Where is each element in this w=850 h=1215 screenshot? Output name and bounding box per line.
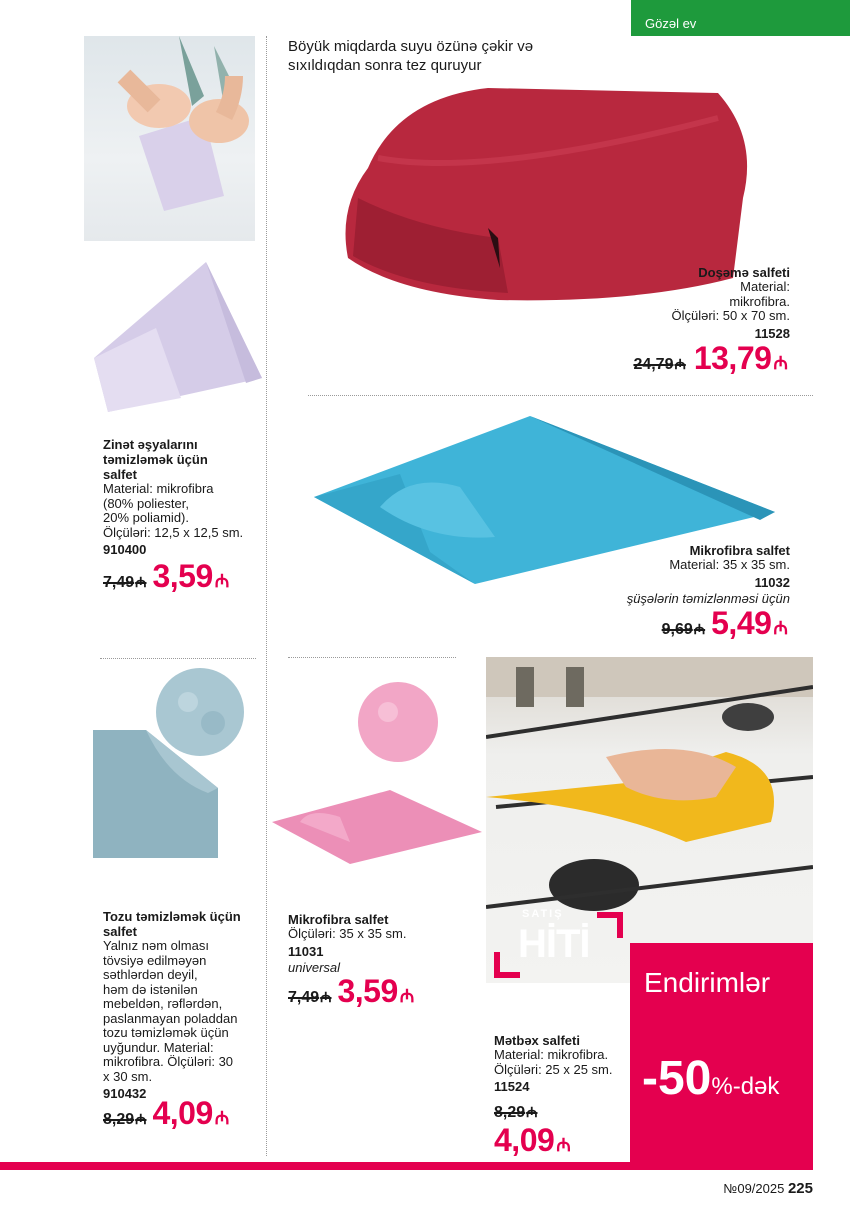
new-price: 4,09 [494,1122,555,1158]
kitchen-cloth-price [494,1103,571,1159]
horizontal-divider [288,657,456,658]
currency-symbol: ₼ [674,356,686,372]
product-desc: mikrofibra. [729,293,790,309]
product-code: 11528 [754,325,790,341]
headline [288,37,533,75]
promo-discount [642,1051,779,1106]
issue-number: №09/2025 [723,1181,785,1196]
new-price: 13,79 [693,340,772,376]
bottom-accent-bar [0,1162,813,1170]
headline-line: Böyük miqdarda suyu özünə çəkir və [288,38,534,55]
old-price: 8,29 [494,1104,526,1121]
horizontal-divider [100,658,256,659]
product-desc: Ölçüləri: 25 x 25 sm. [494,1061,613,1077]
category-label: Gözəl ev [645,16,697,31]
jewelry-cloth-photo [84,36,255,241]
product-desc: Ölçüləri: 12,5 x 12,5 sm. [103,524,244,540]
product-desc: Material: mikrofibra [103,481,214,496]
promo-title: Endirimlər [644,967,771,998]
product-title: Doşəmə salfeti [698,265,790,280]
glass-cloth-price [662,605,788,642]
new-price: 3,59 [337,973,398,1009]
product-desc: Yalnız nəm olması [103,938,209,953]
product-code: 11524 [494,1079,530,1094]
headline-line: sıxıldıqdan sonra tez quruyur [288,57,482,74]
product-desc: Material: [740,279,790,294]
vertical-divider [266,36,267,1156]
old-price: 9,69 [661,621,693,638]
product-desc: Ölçüləri: 35 x 35 sm. [288,926,407,941]
product-title: Mikrofibra salfet [288,912,389,927]
product-desc: (80% poliester, [103,495,189,511]
product-title: təmizləmək üçün [103,452,208,467]
product-note: universal [288,959,341,975]
old-price: 8,29 [103,1111,135,1128]
new-price: 4,09 [152,1095,213,1131]
product-desc: Ölçüləri: 50 x 70 sm. [671,308,790,323]
product-desc: həm də istənilən [103,981,198,997]
currency-symbol: ₼ [214,571,230,591]
product-code: 11032 [754,574,790,590]
product-code: 910400 [103,542,147,557]
currency-symbol: ₼ [773,353,788,373]
product-desc: Material: mikrofibra. [494,1047,609,1062]
currency-symbol: ₼ [135,1111,147,1127]
product-desc: uyğundur. Material: [103,1039,214,1055]
page-number: 225 [787,1180,813,1197]
product-title: Mətbəx salfeti [494,1033,580,1048]
floor-cloth-price [633,340,788,377]
currency-symbol: ₼ [320,989,332,1005]
product-desc: Material: 35 x 35 sm. [669,557,790,572]
jewelry-cloth-info [103,437,268,558]
universal-cloth-info [288,912,478,975]
promo-suffix: %-dək [711,1073,780,1100]
product-title: Tozu təmizləmək üçün [103,909,241,924]
currency-symbol: ₼ [693,621,706,637]
product-title: Mikrofibra salfet [689,543,790,558]
product-title: salfet [103,924,137,939]
page-footer [723,1180,813,1197]
new-price: 5,49 [711,605,772,641]
product-note: şüşələrin təmizlənməsi üçün [626,590,790,606]
old-price: 7,49 [288,989,320,1006]
lilac-cloth-image [86,258,266,416]
product-code: 910432 [103,1086,147,1101]
new-price: 3,59 [152,558,213,594]
horizontal-divider [308,395,813,396]
currency-symbol: ₼ [399,986,415,1006]
product-desc: mikrofibra. Ölçüləri: 30 [103,1054,234,1069]
discount-promo-box [630,943,813,1165]
category-tag [631,0,850,36]
product-title: Zinət əşyalarını [103,437,198,452]
dust-cloth-price [103,1095,229,1132]
currency-symbol: ₼ [214,1108,230,1128]
badge-top-label: SATIŞ [522,908,564,920]
currency-symbol: ₼ [556,1135,571,1155]
product-code: 11031 [288,943,324,959]
badge-corner [494,952,520,978]
kitchen-cloth-info [494,1033,629,1095]
jewelry-cloth-price [103,558,229,595]
floor-cloth-info [570,265,790,342]
dust-cloth-info [103,909,263,1102]
currency-symbol: ₼ [526,1104,538,1120]
product-desc: tozu təmizləmək üçün [103,1025,229,1040]
badge-corner [597,912,623,938]
currency-symbol: ₼ [135,574,147,590]
dust-cloth-image [88,668,258,863]
product-desc: tövsiyə edilməyən [103,952,207,968]
old-price: 7,49 [103,574,135,591]
badge-main-label: HİTİ [518,922,590,966]
old-price: 24,79 [633,356,674,373]
product-desc: paslanmayan poladdan [103,1010,238,1026]
pink-cloth-image [270,682,485,867]
glass-cloth-info [550,543,790,606]
product-desc: səthlərdən deyil, [103,967,198,982]
currency-symbol: ₼ [773,618,788,638]
product-desc: 20% poliamid). [103,510,189,525]
product-desc: x 30 sm. [103,1068,153,1084]
bestseller-badge [494,908,624,983]
universal-cloth-price [288,973,414,1010]
product-title: salfet [103,467,137,482]
promo-percent: -50 [642,1052,712,1105]
product-desc: mebeldən, rəflərdən, [103,996,223,1011]
